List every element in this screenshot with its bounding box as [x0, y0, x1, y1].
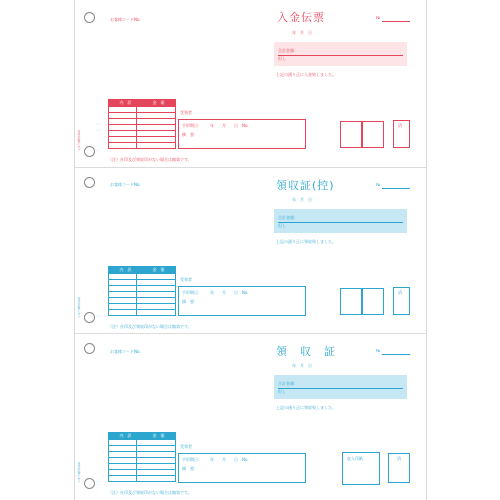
- seal-box: [362, 288, 384, 315]
- side-print: ヒサゴ株式会社: [77, 297, 81, 318]
- form-title: 入金伝票: [277, 11, 325, 24]
- number-label: №: [376, 348, 381, 353]
- punch-hole: [84, 478, 95, 489]
- right-margin-line: [426, 0, 427, 500]
- receiver-box: [178, 453, 306, 483]
- memo-label: 摘 要：: [182, 299, 198, 304]
- customer-code-label: お客様コードNo.: [110, 349, 141, 354]
- date-field: 年 月 日: [292, 197, 312, 202]
- date-field: 年 月 日: [292, 363, 312, 368]
- statement-text: 上記の通り正に入金致しました。: [276, 72, 336, 77]
- tadashi-label: 但し: [278, 389, 286, 394]
- punch-hole: [84, 177, 95, 188]
- date-field: 年 月 日: [292, 30, 312, 35]
- revenue-stamp-box: [342, 452, 380, 485]
- memo-label: 摘 要：: [182, 466, 198, 471]
- footnote: （注）社印及び領収印がない場合は無効です。: [108, 157, 192, 162]
- breakdown-header-amount: 金 額: [152, 100, 165, 105]
- form-title: 領収証(控): [276, 179, 335, 192]
- statement-text: 上記の通り正に領収致しました。: [276, 239, 336, 244]
- settled-label: 済: [397, 456, 401, 461]
- amount-line: [278, 55, 403, 56]
- breakdown-row: [109, 309, 175, 315]
- check-date-label: 手形期日： 年 月 日 No.: [182, 123, 249, 128]
- check-date-label: 手形期日： 年 月 日 No.: [182, 457, 249, 462]
- breakdown-header-item: 内 訳: [119, 267, 132, 272]
- form-title: 領 収 証: [276, 345, 336, 358]
- breakdown-header-amount: 金 額: [152, 433, 165, 438]
- punch-hole: [84, 343, 95, 354]
- memo-label: 摘 要：: [182, 132, 198, 137]
- settled-label: 済: [398, 290, 402, 295]
- settled-stamp-box: [393, 120, 410, 148]
- punch-hole: [84, 12, 95, 23]
- breakdown-table: [108, 99, 176, 149]
- seal-box: [340, 288, 362, 315]
- left-margin-line: [74, 0, 75, 500]
- footnote: （注）社印及び領収印がない場合は無効です。: [108, 324, 192, 329]
- footnote: （注）社印及び領収印がない場合は無効です。: [108, 490, 192, 495]
- number-line: [382, 188, 410, 189]
- receiver-label: 受領者: [180, 444, 192, 449]
- receiver-label: 受領者: [180, 110, 192, 115]
- number-label: №: [376, 15, 381, 20]
- seal-box: [362, 121, 384, 148]
- perforation-line: [74, 167, 426, 168]
- perforation-line: [74, 333, 426, 334]
- amount-line: [278, 388, 403, 389]
- settled-stamp-box: [393, 287, 410, 315]
- amount-box: [274, 209, 407, 233]
- breakdown-row: [109, 475, 175, 481]
- punch-hole: [84, 312, 95, 323]
- number-line: [382, 21, 410, 22]
- customer-code-label: お客様コードNo.: [110, 17, 141, 22]
- statement-text: 上記の通り正に領収致しました。: [276, 405, 336, 410]
- settled-stamp-box: [388, 453, 410, 483]
- amount-box: [274, 42, 407, 66]
- amount-label: 合計金額：: [278, 48, 298, 53]
- side-print: ヒサゴ株式会社: [77, 462, 81, 483]
- breakdown-table: [108, 432, 176, 482]
- seal-box: [340, 121, 362, 148]
- side-print: ヒサゴ株式会社: [77, 130, 81, 151]
- breakdown-row: [109, 142, 175, 148]
- receiver-label: 受領者: [180, 277, 192, 282]
- amount-box: [274, 375, 407, 399]
- number-label: №: [376, 182, 381, 187]
- amount-line: [278, 222, 403, 223]
- breakdown-header-item: 内 訳: [119, 433, 132, 438]
- amount-label: 合計金額：: [278, 215, 298, 220]
- settled-label: 済: [398, 123, 402, 128]
- breakdown-header-amount: 金 額: [152, 267, 165, 272]
- breakdown-table: [108, 266, 176, 316]
- tadashi-label: 但し: [278, 56, 286, 61]
- revenue-stamp-label: 収入印紙: [347, 456, 363, 461]
- receiver-box: [178, 119, 306, 149]
- receiver-box: [178, 286, 306, 316]
- tadashi-label: 但し: [278, 223, 286, 228]
- customer-code-label: お客様コードNo.: [110, 182, 141, 187]
- check-date-label: 手形期日： 年 月 日 No.: [182, 290, 249, 295]
- breakdown-header-item: 内 訳: [119, 100, 132, 105]
- punch-hole: [84, 146, 95, 157]
- number-line: [382, 354, 410, 355]
- amount-label: 合計金額：: [278, 381, 298, 386]
